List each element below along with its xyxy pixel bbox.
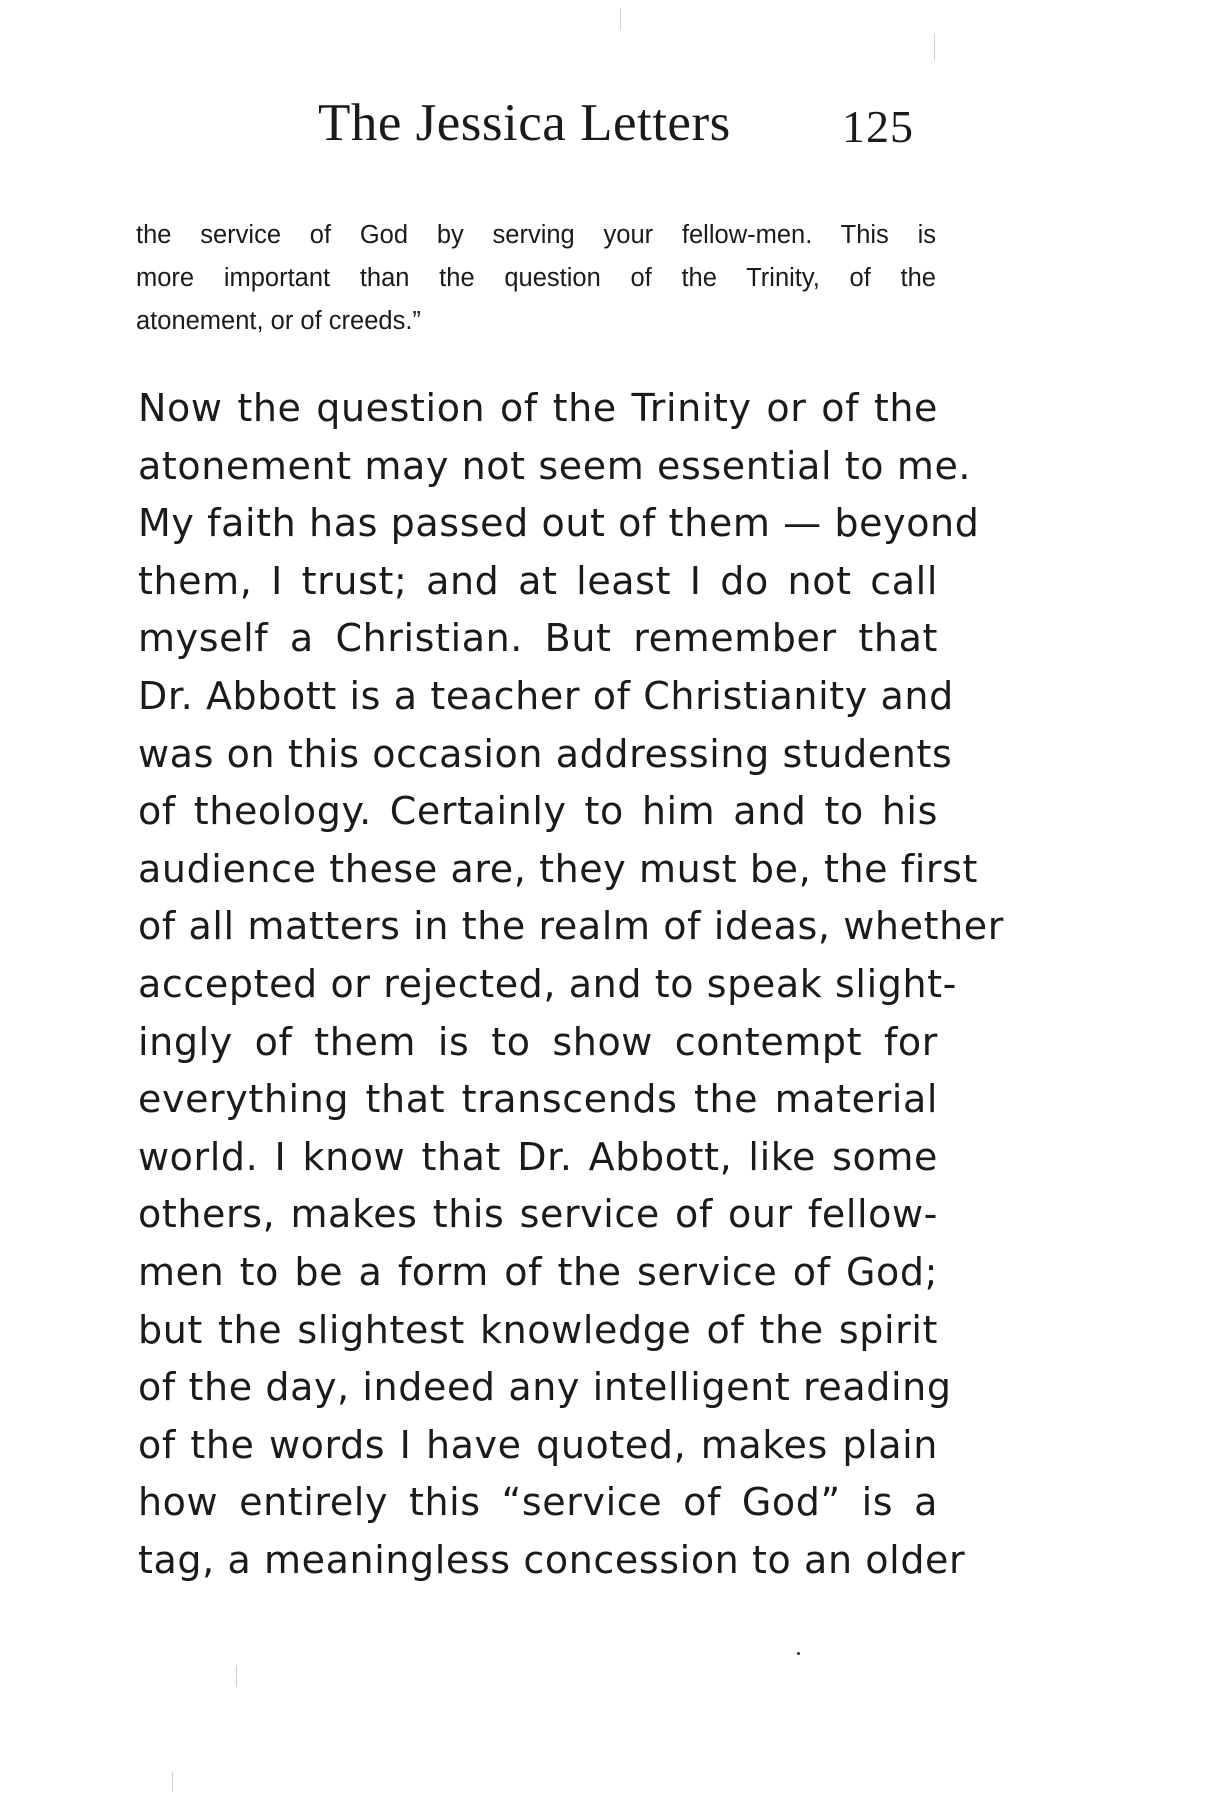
block-quote [136, 214, 936, 343]
body-line: of all matters in the realm of ideas, whether [138, 904, 1004, 949]
page-header [0, 88, 1206, 158]
body-line: of the day, indeed any intelligent reading [138, 1365, 952, 1410]
body-line: world. I know that Dr. Abbott, like some [138, 1134, 938, 1179]
body-line: tag, a meaningless concession to an older [138, 1537, 966, 1582]
body-line: accepted or rejected, and to speak slight- [138, 961, 957, 1006]
scan-mark [236, 1665, 237, 1687]
scan-mark [172, 1772, 173, 1792]
scan-mark [620, 8, 621, 30]
body-line: was on this occasion addressing students [138, 731, 953, 776]
quote-line: the service of God by serving your fellow-men. This is [136, 221, 936, 249]
body-line: ingly of them is to show contempt for [138, 1019, 938, 1064]
body-paragraph [138, 380, 1004, 1589]
body-line: audience these are, they must be, the first [138, 846, 979, 891]
body-line: how entirely this “service of God” is a [138, 1480, 938, 1525]
body-line: of the words I have quoted, makes plain [138, 1422, 938, 1467]
body-line: but the slightest knowledge of the spirit [138, 1307, 938, 1352]
quote-line: atonement, or of creeds.” [136, 307, 421, 335]
quote-line: more important than the question of the Trinity, of the [136, 264, 936, 292]
running-title: The Jessica Letters [318, 94, 731, 152]
scan-speck [797, 1652, 800, 1655]
page-number: 125 [842, 101, 914, 152]
body-line: atonement may not seem essential to me. [138, 443, 972, 488]
body-line: them, I trust; and at least I do not call [138, 558, 938, 603]
body-line: everything that transcends the material [138, 1077, 938, 1122]
scan-mark [934, 34, 935, 60]
body-line: Now the question of the Trinity or of the [138, 386, 938, 430]
body-line: Dr. Abbott is a teacher of Christianity and [138, 673, 954, 718]
body-line: others, makes this service of our fellow- [138, 1192, 938, 1237]
body-line: of theology. Certainly to him and to his [138, 789, 938, 834]
body-line: myself a Christian. But remember that [138, 616, 938, 661]
body-line: My faith has passed out of them — beyond [138, 501, 980, 546]
body-line: men to be a form of the service of God; [138, 1249, 938, 1294]
